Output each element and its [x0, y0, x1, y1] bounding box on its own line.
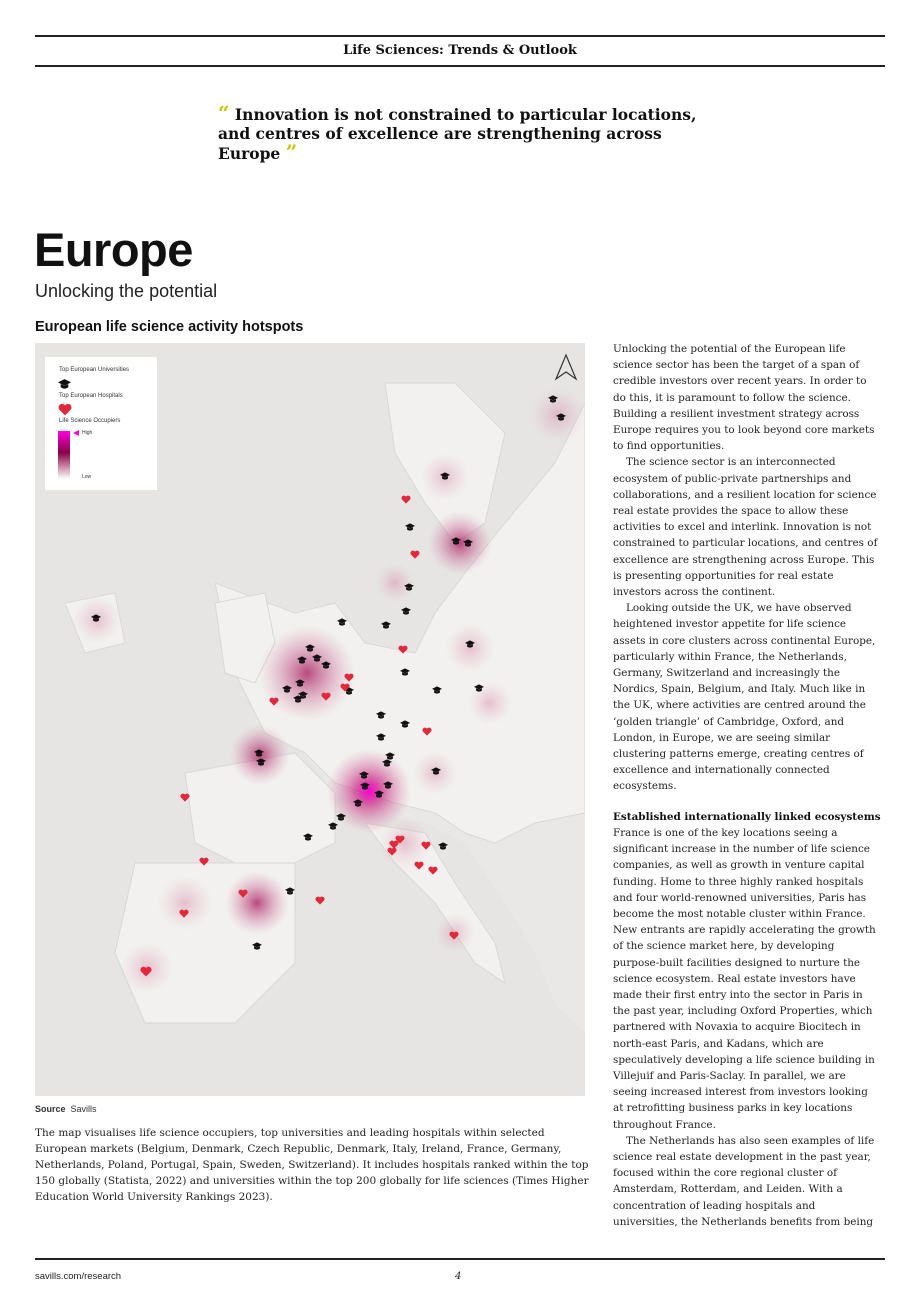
legend-occupiers-label: Life Science Occupiers [59, 418, 121, 424]
footer-url[interactable]: savills.com/research [35, 1271, 122, 1282]
close-quote-icon: ” [285, 140, 298, 164]
legend-hospitals-label: Top European Hospitals [59, 393, 123, 399]
source-value: Savills [70, 1104, 97, 1114]
page-number: 4 [455, 1271, 462, 1282]
body-paragraph: Looking outside the UK, we have observed heightened investor appetite for life science assets in core clusters across continental Europe, particularly within France, the Netherlands, Germany, Switzerland and increasingly the Nordics, Spain, Belgium, and Italy. Much like in the UK, where activities are centred around the ‘golden triangle’ of Cambridge, Oxford, and London, in Europe, we are seeing similar clustering patterns emerge, creating centres of excellence and internationally connected ecosystems. [613, 602, 876, 793]
page-title: Europe [34, 223, 193, 276]
color-scale-bar [58, 430, 138, 482]
figure-source [35, 1104, 97, 1114]
section-heading: Established internationally linked ecosystems [613, 810, 881, 823]
header-bottom-rule [35, 65, 885, 67]
pull-quote-text: Innovation is not constrained to particular locations, and centres of excellence are strengthening across Europe [218, 105, 697, 163]
map-legend [45, 357, 157, 490]
header-top-rule [35, 35, 885, 37]
high-pointer-icon [73, 430, 79, 436]
legend-low-label: Low [82, 474, 92, 480]
open-quote-icon: “ [218, 101, 230, 125]
body-column [613, 341, 881, 1230]
running-header: Life Sciences: Trends & Outlook [343, 43, 577, 58]
graduation-cap-icon [58, 379, 72, 390]
body-paragraph: The science sector is an interconnected ecosystem of public-private partnerships and collaborations, and a resilient location for science real estate provides the space to allow these activities to excel and interlink. Innovation is not constrained to particular locations, and centres of excellence are strengthening across Europe. This is presenting opportunities for real estate investors across the continent. [613, 456, 878, 599]
europe-hotspot-map [35, 343, 585, 1096]
figure-caption: The map visualises life science occupiers, top universities and leading hospitals within selected European markets (Belgium, Denmark, Czech Republic, Denmark, Italy, Ireland, France, Germany, Netherlands, Poland, Portugal, Spain, Sweden, Switzerland). It includes hospitals ranked within the top 150 globally (Statista, 2022) and universities within the top 200 globally for life sciences (Times Higher Education World University Rankings 2023). [35, 1127, 589, 1203]
footer-rule [35, 1258, 885, 1260]
heart-icon [58, 403, 72, 416]
legend-universities-label: Top European Universities [59, 367, 130, 373]
pull-quote [218, 101, 698, 164]
figure-title: European life science activity hotspots [35, 319, 304, 335]
body-paragraph: France is one of the key locations seeing a significant increase in the number of life science companies, as well as growth in venture capital funding. Home to three highly ranked hospitals and four world-renowned universities, Paris has become the most notable cluster within France. New entrants are rapidly accelerating the growth of the science market here, by developing purpose-built facilities designed to nurture the science ecosystem. Real estate investors have made their first entry into the sector in Paris in the past year, including Oxford Properties, which partnered with Novaxia to acquire Biocitech in north-east Paris, and Kadans, which are speculatively developing a life science building in Villejuif and Paris-Saclay. In parallel, we are seeing increased interest from investors looking at retrofitting business parks in key locations throughout France. [613, 826, 876, 1131]
source-label: Source [35, 1104, 66, 1114]
body-paragraph: Unlocking the potential of the European life science sector has been the target of a span of credible investors over recent years. In order to do this, it is paramount to follow the science. Building a resilient investment strategy across Europe requires you to look beyond core markets to find opportunities. [613, 343, 875, 453]
body-paragraph: The Netherlands has also seen examples of life science real estate development in the past year, focused within the core regional cluster of Amsterdam, Rotterdam, and Leiden. With a concentration of leading hospitals and universities, the Netherlands benefits from being [613, 1134, 875, 1228]
legend-high-label: High [82, 430, 93, 436]
page-subtitle: Unlocking the potential [35, 281, 218, 301]
